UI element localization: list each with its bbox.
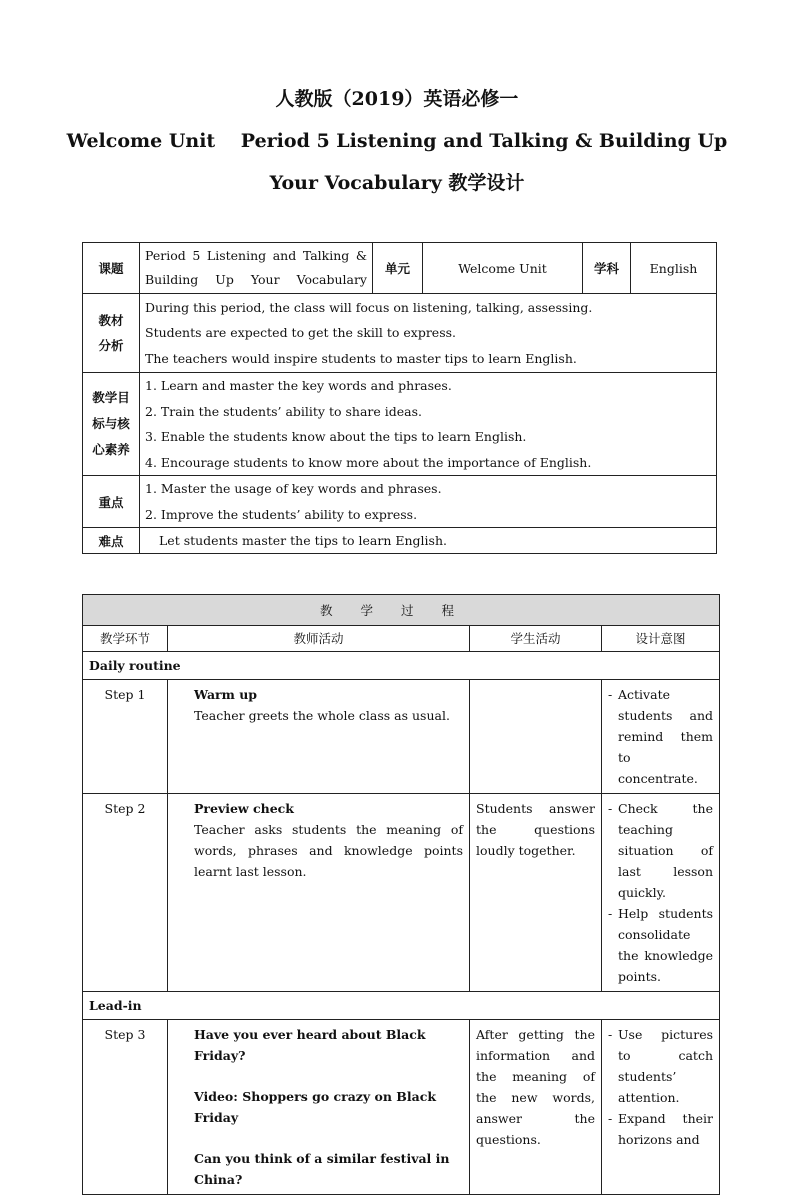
design-intent <box>602 680 720 794</box>
activity-question: Can you think of a similar festival in China? <box>194 1151 450 1187</box>
teacher-activity <box>168 680 470 794</box>
goals-row <box>83 373 717 476</box>
activity-text: Teacher asks students the meaning of words, phrases and knowledge points learnt last lesson. <box>194 822 463 879</box>
activity-title: Preview check <box>194 801 294 816</box>
section-daily-routine: Daily routine <box>83 652 720 680</box>
activity-question: Have you ever heard about Black Friday? <box>194 1027 426 1063</box>
goals-content <box>140 373 717 476</box>
difficulty-value: Let students master the tips to learn English. <box>140 528 717 554</box>
step-row <box>83 680 720 794</box>
step-label: Step 1 <box>83 680 168 794</box>
goal-line: 2. Train the students’ ability to share ideas. <box>145 403 422 419</box>
analysis-label: 教材分析 <box>83 294 140 373</box>
document-title-line-1: 人教版（2019）英语必修一 <box>275 88 519 110</box>
student-activity <box>470 680 602 794</box>
key-points-content <box>140 476 717 528</box>
intent-item: - Check the teaching situation of last lesson quickly. <box>608 798 713 903</box>
teacher-activity <box>168 1020 470 1195</box>
unit-value: Welcome Unit <box>423 243 583 294</box>
analysis-content <box>140 294 717 373</box>
key-point-line: 2. Improve the students’ ability to express. <box>145 506 418 522</box>
section-row <box>83 652 720 680</box>
intent-item: - Use pictures to catch students’ attention. <box>608 1024 713 1108</box>
difficulty-row <box>83 528 717 554</box>
process-banner-row <box>83 595 720 626</box>
section-row <box>83 992 720 1020</box>
analysis-line: Students are expected to get the skill to express. <box>145 325 457 341</box>
col-header-teacher: 教师活动 <box>168 626 470 652</box>
topic-value: Period 5 Listening and Talking & Building Up Your Vocabulary <box>140 243 373 294</box>
key-point-line: 1. Master the usage of key words and phrases. <box>145 481 442 496</box>
step-label: Step 3 <box>83 1020 168 1195</box>
document-title-line-3: Your Vocabulary 教学设计 <box>269 172 525 194</box>
goal-line: 3. Enable the students know about the tips to learn English. <box>145 429 527 444</box>
step-row <box>83 794 720 992</box>
col-header-student: 学生活动 <box>470 626 602 652</box>
document-title-line-2: Welcome Unit Period 5 Listening and Talking & Building Up <box>66 130 728 152</box>
teaching-process-table <box>82 594 720 1195</box>
intent-item: - Activate students and remind them to concentrate. <box>608 684 713 789</box>
student-activity: After getting the information and the meaning of the new words, answer the questions. <box>470 1020 602 1195</box>
analysis-line: During this period, the class will focus on listening, talking, assessing. <box>145 299 593 315</box>
col-header-intent: 设计意图 <box>602 626 720 652</box>
design-intent <box>602 1020 720 1195</box>
design-intent <box>602 794 720 992</box>
section-lead-in: Lead-in <box>83 992 720 1020</box>
intent-item: - Expand their horizons and <box>608 1108 713 1150</box>
col-header-stage: 教学环节 <box>83 626 168 652</box>
goal-line: 4. Encourage students to know more about the importance of English. <box>145 454 592 470</box>
subject-label: 学科 <box>583 243 631 294</box>
analysis-line: The teachers would inspire students to master tips to learn English. <box>145 350 577 366</box>
analysis-row <box>83 294 717 373</box>
subject-value: English <box>631 243 717 294</box>
step-label: Step 2 <box>83 794 168 992</box>
topic-label: 课题 <box>83 243 140 294</box>
process-header-row <box>83 626 720 652</box>
difficulty-label: 难点 <box>83 528 140 554</box>
intent-item: - Help students consolidate the knowledge points. <box>608 903 713 987</box>
activity-video: Video: Shoppers go crazy on Black Friday <box>194 1089 436 1125</box>
process-banner: 教学过程 <box>83 595 720 626</box>
goal-line: 1. Learn and master the key words and phrases. <box>145 378 452 393</box>
goals-label: 教学目标与核心素养 <box>83 373 140 476</box>
step-row <box>83 1020 720 1195</box>
activity-title: Warm up <box>194 687 258 702</box>
teacher-activity <box>168 794 470 992</box>
topic-row <box>83 243 717 294</box>
student-activity: Students answer the questions loudly together. <box>470 794 602 992</box>
key-points-row <box>83 476 717 528</box>
unit-label: 单元 <box>373 243 423 294</box>
lesson-info-table <box>82 242 717 554</box>
key-points-label: 重点 <box>83 476 140 528</box>
activity-text: Teacher greets the whole class as usual. <box>194 708 450 723</box>
